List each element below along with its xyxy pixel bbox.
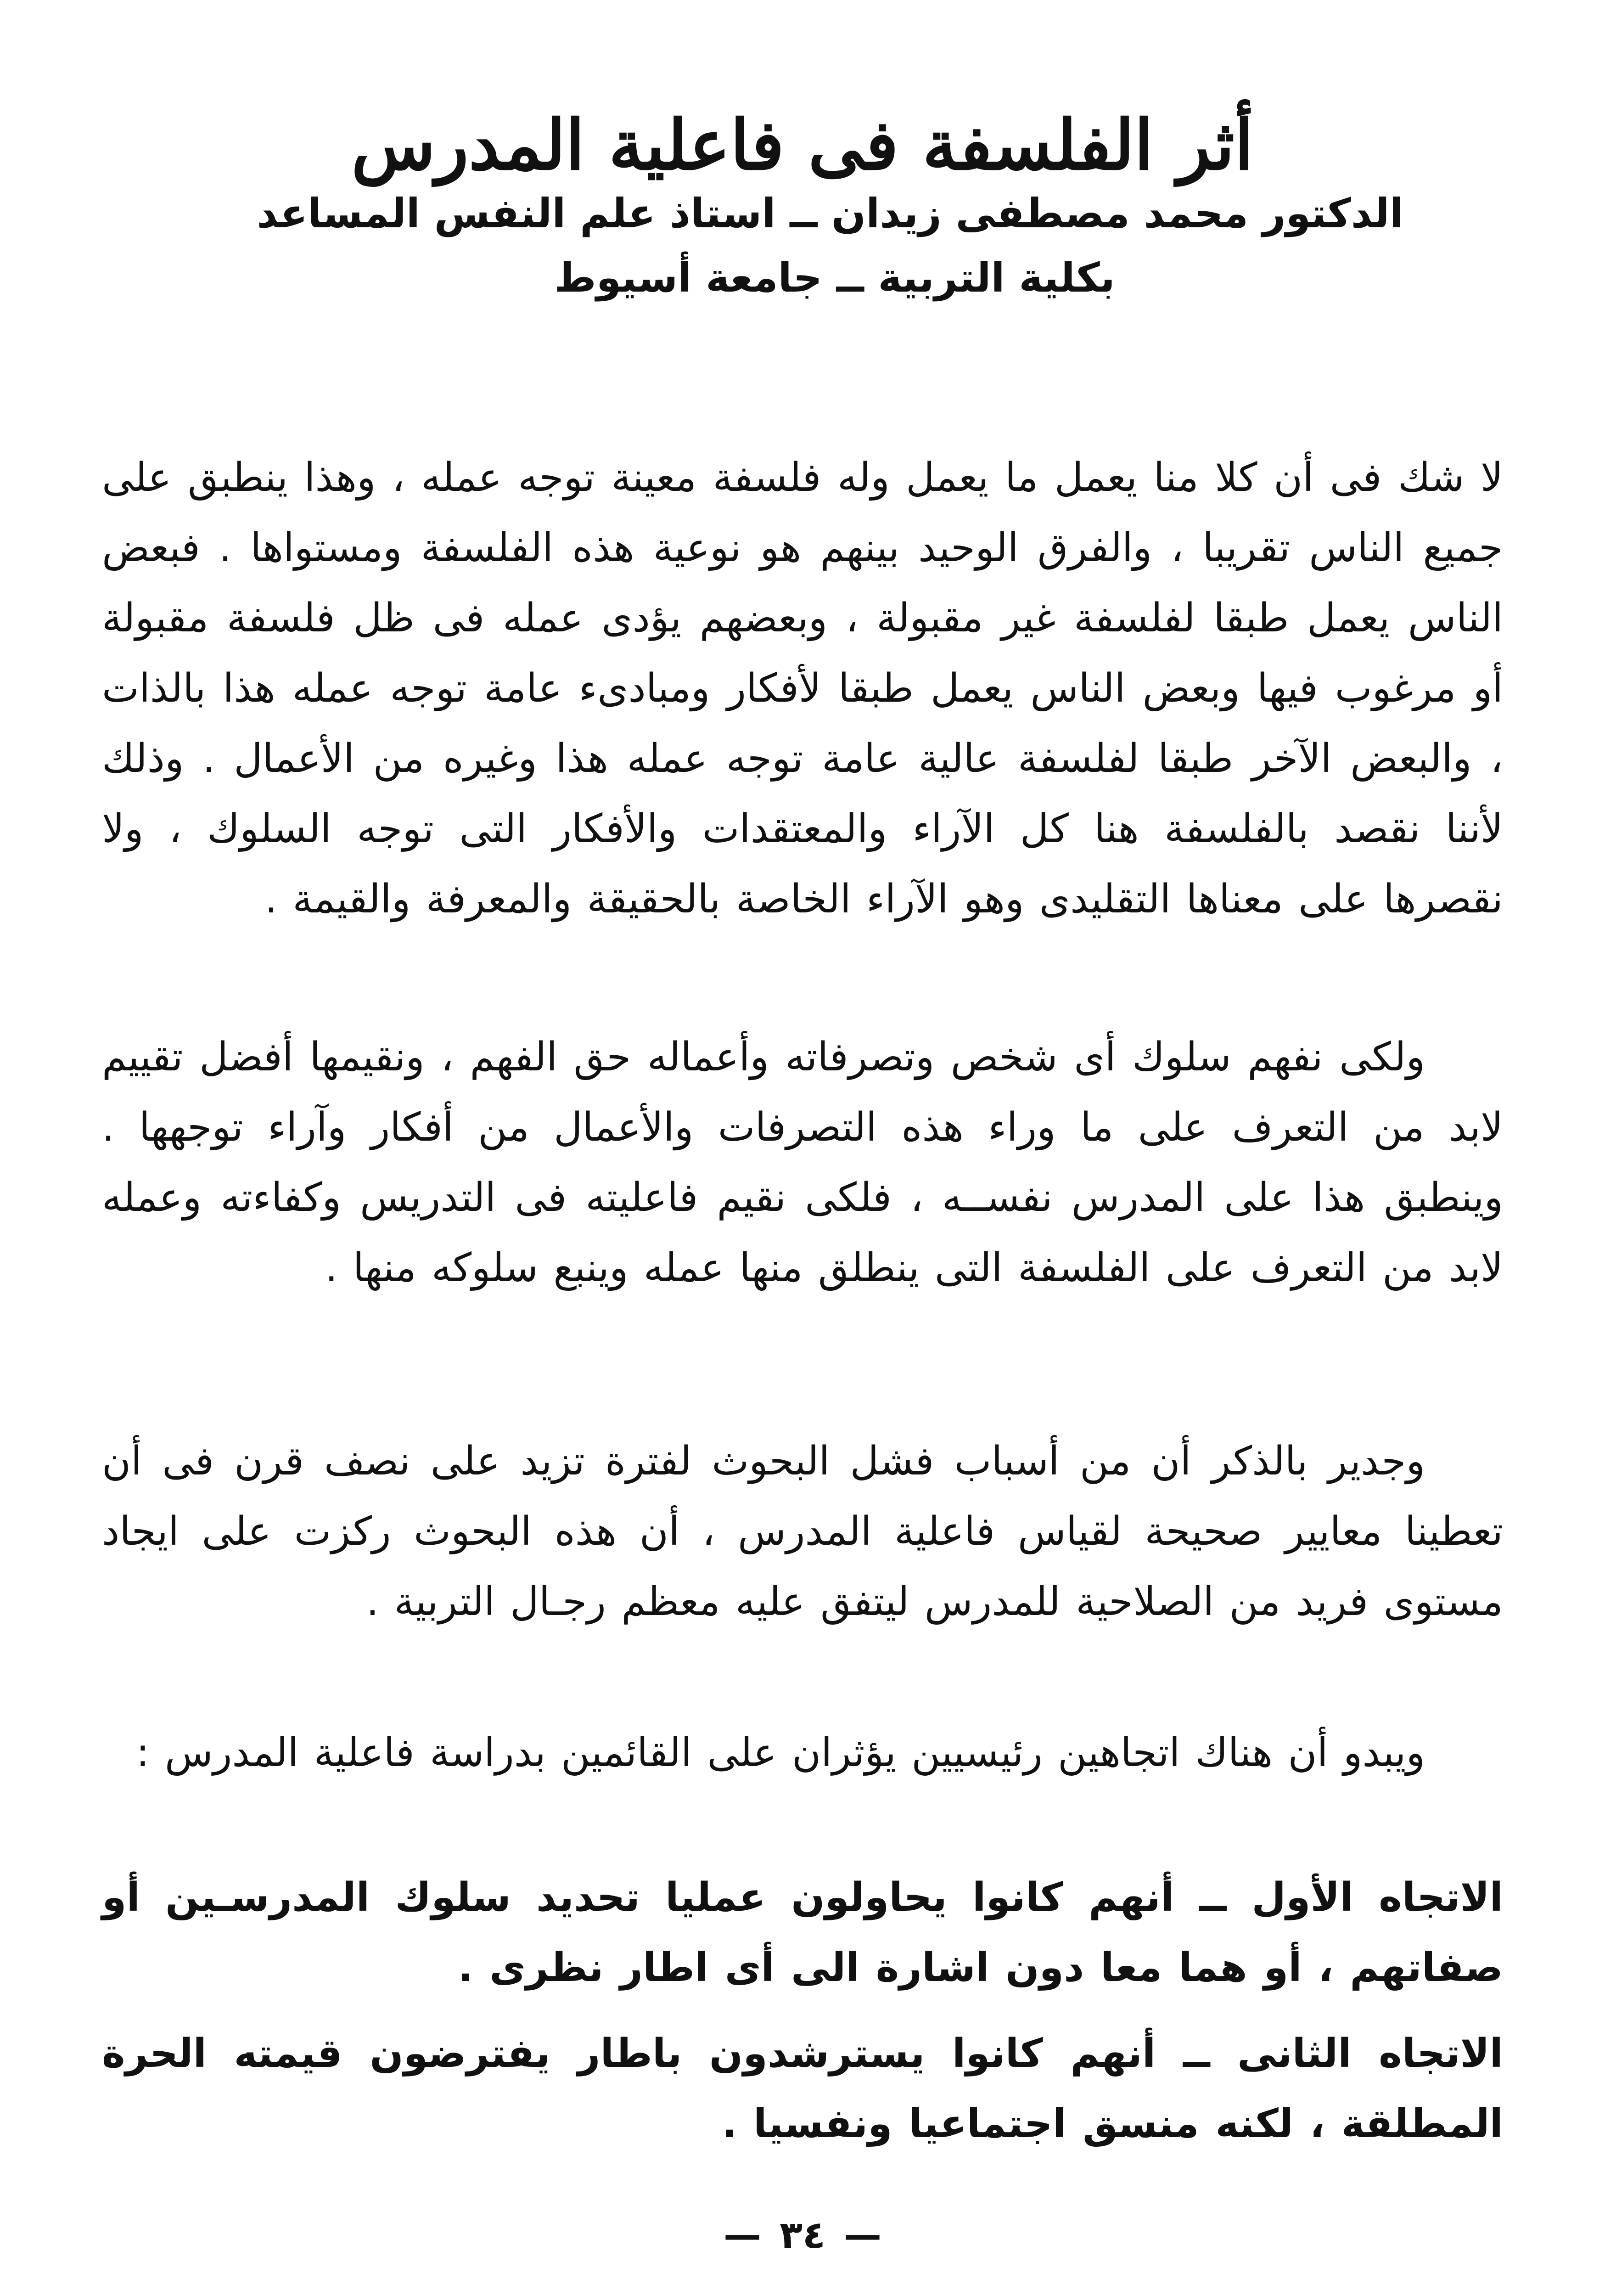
paragraph-4-text: ويبدو أن هناك اتجاهين رئيسيين يؤثران على القائمين بدراسة فاعلية المدرس : <box>136 1730 1425 1776</box>
paragraph-5-text: الاتجاه الأول ــ أنهم كانوا يحاولون عمليا تحديد سلوك المدرسـين أو صفاتهم ، أو هما معا دون اشارة الى أى اطار نظرى . <box>102 1874 1503 1991</box>
paragraph-1-text: لا شك فى أن كلا منا يعمل ما يعمل وله فلسفة معينة توجه عمله ، وهذا ينطبق على جميع الناس تقريبا ، والفرق الوحيد بينهم هو نوعية هذه الفلسفة ومستواها . فبعض الناس يعمل طبقا لفلسفة غير مقبولة ، وبعضهم يؤدى عمله فى ظل فلسفة مقبولة أو مرغوب فيها وبعض الناس يعمل طبقا لأفكار ومبادىء عامة توجه عمله هذا بالذات ، والبعض الآخر طبقا لفلسفة عالية عامة توجه عمله هذا وغيره من الأعمال . وذلك لأننا نقصد بالفلسفة هنا كل الآراء والمعتقدات والأفكار التى توجه السلوك ، ولا نقصرها على معناها التقليدى وهو الآراء الخاصة بالحقيقة والمعرفة والقيمة . <box>102 455 1503 922</box>
paragraph-6-text: الاتجاه الثانى ــ أنهم كانوا يسترشدون باطار يفترضون قيمته الحرة المطلقة ، لكنه منسق اجتماعيا ونفسيا . <box>102 2031 1503 2147</box>
author-block <box>0 181 1605 310</box>
paragraph-4 <box>102 1718 1503 1788</box>
page-number-value: ٣٤ <box>779 2213 826 2257</box>
paragraph-3 <box>102 1426 1503 1637</box>
page-number <box>0 2213 1605 2257</box>
author-name-line: الدكتور محمد مصطفى زيدان ــ استاذ علم النفس المساعد <box>257 190 1403 237</box>
paragraph-second-direction <box>102 2019 1503 2159</box>
paragraph-first-direction <box>102 1863 1503 2003</box>
paragraph-2-text: ولكى نفهم سلوك أى شخص وتصرفاته وأعماله حق الفهم ، ونقيمها أفضل تقييم لابد من التعرف على ما وراء هذه التصرفات والأعمال من أفكار وآراء توجهها . وينطبق هذا على المدرس نفســه ، فلكى نقيم فاعليته فى التدريس وكفاءته وعمله لابد من التعرف على الفلسفة التى ينطلق منها عمله وينبع سلوكه منها . <box>102 1034 1503 1291</box>
paragraph-3-text: وجدير بالذكر أن من أسباب فشل البحوث لفترة تزيد على نصف قرن فى أن تعطينا معايير صحيحة لقياس فاعلية المدرس ، أن هذه البحوث ركزت على ايجاد مستوى فريد من الصلاحية للمدرس ليتفق عليه معظم رجـال التربية . <box>102 1438 1503 1625</box>
page-number-dash-right: — <box>723 2213 761 2257</box>
paragraph-1 <box>102 443 1503 934</box>
page-number-dash-left: — <box>844 2213 882 2257</box>
page-title: أثر الفلسفة فى فاعلية المدرس <box>351 104 1254 186</box>
author-affiliation-line: بكلية التربية ــ جامعة أسيوط <box>554 254 1115 301</box>
paragraph-2 <box>102 1022 1503 1303</box>
